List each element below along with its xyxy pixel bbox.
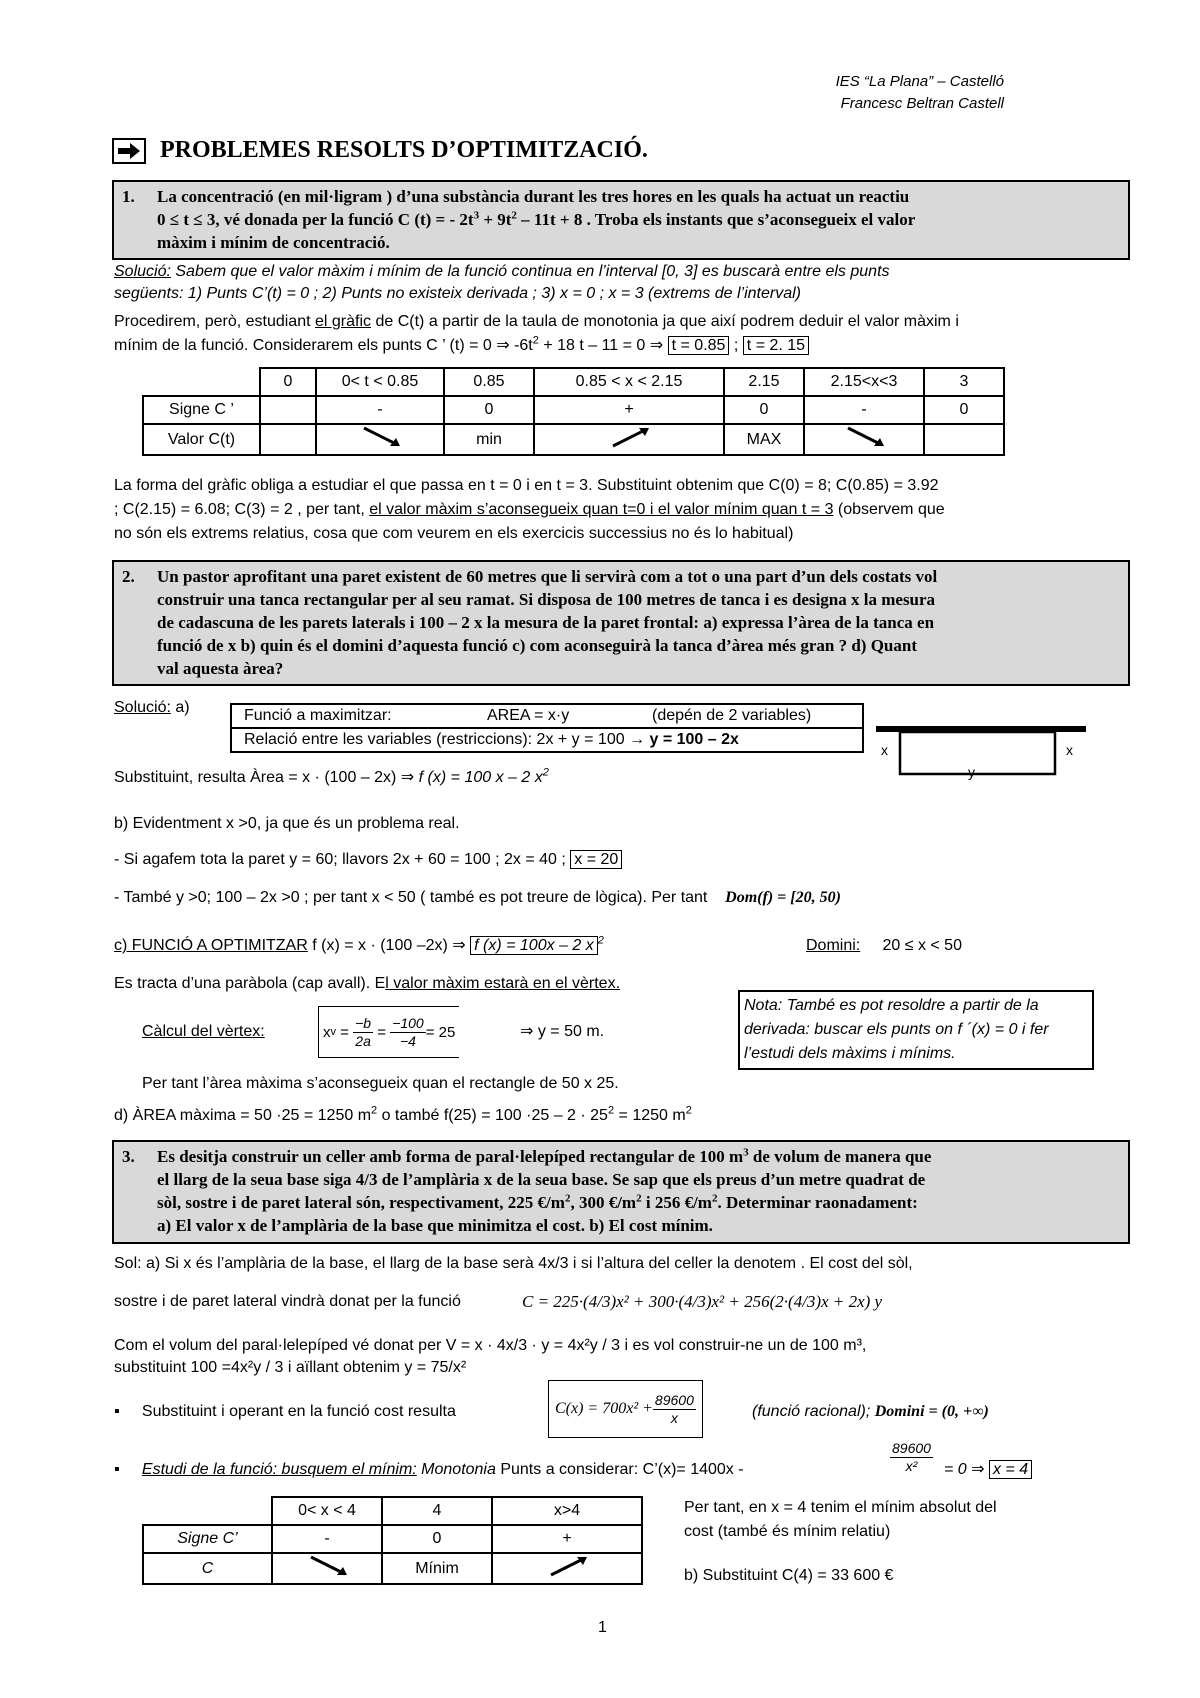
vertex-formula: x v = $\frac{-b}{2a}$ = $\frac{-100}{-4}$ = 25 <box>318 1006 459 1058</box>
statement-line: Es desitja construir un celler amb forma de paral·lelepíped rectangular de 100 $m^3$ de volum de manera que <box>157 1146 932 1166</box>
solution-label: Solució: a) <box>114 699 190 716</box>
problem-number: 1. <box>122 187 135 206</box>
root-2: t = 2. 15 <box>743 336 809 355</box>
table-cell <box>924 424 1004 455</box>
max-area-line: Per tant l’àrea màxima s’aconsegueix quan el rectangle de 50 x 25. <box>142 1075 619 1092</box>
conclusion-line: ; C(2.15) = 6.08; C(3) = 2 , per tant, el valor màxim s’aconsegueix quan t=0 i el valor mínim quan t = 3 (observem que <box>114 501 945 518</box>
part-b-result: b) Substituint C(4) = 33 600 € <box>684 1567 894 1584</box>
statement-line: de cadascuna de les parets laterals i 100 – 2 x la mesura de la paret frontal: a) expressa l’àrea de la tanca en <box>157 613 935 632</box>
table-cell: 0< t < 0.85 <box>316 368 444 396</box>
procedure-line: mínim de la funció. Considerarem els punts C ’ (t) = 0 ⇒ $-6t^2 + 18$ t – 11 = 0 ⇒ t = 0.85 ; t = 2. 15 <box>114 336 809 356</box>
critical-point: x = 4 <box>989 1460 1032 1479</box>
statement-line: el llarg de la seua base siga 4/3 de l’amplària x de la seua base. Se sap que els preus d’un metre quadrat de <box>157 1170 926 1189</box>
cost-function-note: (funció racional); Domini = (0, +∞) <box>752 1403 989 1420</box>
bullet-1: ▪ Substituint i operant en la funció cost resulta <box>114 1403 456 1420</box>
y-value: ⇒ y = 50 m. <box>520 1023 605 1040</box>
fence-diagram <box>876 724 1086 784</box>
table-cell <box>143 1497 272 1525</box>
relation-expression: y = 100 – 2x <box>649 731 739 748</box>
statement-line: a) El valor x de l’amplària de la base que minimitza el cost. b) El cost mínim. <box>157 1216 713 1235</box>
row-label: Signe C ’ <box>143 396 260 424</box>
fence-x-right: x <box>1066 742 1073 758</box>
volume-line: Com el volum del paral·lelepíped vé donat per V = x · 4x/3 · y = 4x²y / 3 i es vol construir-ne un de 100 m³, <box>114 1337 867 1354</box>
table-cell: + <box>534 396 724 424</box>
statement-line: màxim i mínim de concentració. <box>157 233 390 252</box>
statement-line: funció de x b) quin és el domini d’aquesta funció c) com aconseguirà la tanca d’àrea més gran ? d) Quant <box>157 636 917 655</box>
arrow-icon <box>112 138 146 164</box>
substitution-line: Substituint, resulta Àrea = x · (100 – 2x) ⇒ f (x) = 100 x – 2 $x^2$ <box>114 766 549 786</box>
problem-3-statement <box>112 1140 1130 1244</box>
function-label: Funció a maximitzar: <box>244 707 392 724</box>
school-name: IES “La Plana” – Castelló <box>835 73 1004 90</box>
part-b-line: b) Evidentment x >0, ja que és un problema real. <box>114 815 460 832</box>
table-cell: Mínim <box>382 1553 492 1584</box>
conclusion-line: La forma del gràfic obliga a estudiar el que passa en t = 0 i en t = 3. Substituint obtenim que C(0) = 8; C(0.85) = 3.92 <box>114 477 939 494</box>
statement-line: sòl, sostre i de paret lateral són, respectivament, 225 $€/m^2$, 300 $€/m^2$ i 256 $€/m^2$. Determinar raonadament: <box>157 1192 918 1212</box>
derivative-result: = 0 ⇒ x = 4 <box>944 1460 1032 1480</box>
relation-label: Relació entre les variables (restriccions): 2x + y = 100 → <box>244 731 650 748</box>
volume-line: substituint 100 =4x²y / 3 i aïllant obtenim y = 75/x² <box>114 1359 467 1376</box>
root-1: t = 0.85 <box>668 336 730 355</box>
row-label: Valor C(t) <box>143 424 260 455</box>
solution-line: següents: 1) Punts C’(t) = 0 ; 2) Punts no existeix derivada ; 3) x = 0 ; x = 3 (extrems de l’interval) <box>114 285 801 302</box>
function-expression: AREA = x·y <box>487 707 570 724</box>
table-cell: MAX <box>724 424 804 455</box>
solution-line: sostre i de paret lateral vindrà donat per la funció <box>114 1293 461 1310</box>
x-result: x = 20 <box>570 850 622 869</box>
page-title: PROBLEMES RESOLTS D’OPTIMITZACIÓ. <box>160 137 648 163</box>
domain-result: Dom(f) = [20, 50) <box>725 889 841 906</box>
part-d-line: d) ÀREA màxima = 50 ·25 = 1250 $m^2$ o també $f(25) = 100 \cdot 25 - 2 \cdot 25^2 = 1250$ $m^2$ <box>114 1104 692 1124</box>
statement-line: val aquesta àrea? <box>157 659 284 678</box>
row-label: Signe C’ <box>143 1525 272 1553</box>
minimum-line: cost (també és mínim relatiu) <box>684 1523 891 1540</box>
table-cell: 0.85 < x < 2.15 <box>534 368 724 396</box>
minimum-line: Per tant, en x = 4 tenim el mínim absolut del <box>684 1499 997 1516</box>
problem-number: 3. <box>122 1147 135 1166</box>
parabola-line: Es tracta d’una paràbola (cap avall). El valor màxim estarà en el vèrtex. <box>114 975 621 992</box>
statement-line: 0 ≤ t ≤ 3, vé donada per la funció C (t) = - $2t^3 + 9t^2 - 11t + 8$ . Troba els instants que s’aconsegueix el valor <box>157 209 916 229</box>
table-cell <box>260 396 316 424</box>
table-cell: 0 <box>724 396 804 424</box>
row-label: C <box>143 1553 272 1584</box>
bullet-2: ▪ Estudi de la funció: busquem el mínim: Monotonia Punts a considerar: C’(x)= 1400x - <box>114 1461 744 1478</box>
function-box <box>230 703 864 753</box>
page-number: 1 <box>598 1619 607 1636</box>
solution-line: Sol: a) Si x és l’amplària de la base, el llarg de la base serà 4x/3 i si l’altura del celler la denotem . El cost del sòl, <box>114 1255 913 1272</box>
table-cell: - <box>272 1525 382 1553</box>
cost-function-box: C(x) = 700x² + $\frac{89600}{x}$ <box>548 1380 703 1438</box>
table-cell <box>260 424 316 455</box>
solution-line: Solució: Sabem que el valor màxim i mínim de la funció continua en l’interval [0, 3] es buscarà entre els punts <box>114 263 890 280</box>
fence-y: y <box>968 764 975 780</box>
derivative-fraction: $\frac{89600}{\text{x²}}$ <box>892 1440 931 1474</box>
arrow-down-icon <box>316 424 444 455</box>
procedure-line: Procedirem, però, estudiant el gràfic de C(t) a partir de la taula de monotonia ja que així podrem deduir el valor màxim i <box>114 313 959 330</box>
note-box: Nota: També es pot resoldre a partir de la derivada: buscar els punts on f ´(x) = 0 i fer l’estudi dels màxims i mínims. <box>738 990 1094 1070</box>
part-b-line: - També y >0; 100 – 2x >0 ; per tant x < 50 ( també es pot treure de lògica). Per tant Dom(f) = [20, 50) <box>114 889 841 906</box>
arrow-down-icon <box>272 1553 382 1584</box>
table-cell: 0.85 <box>444 368 534 396</box>
table-cell: 0 <box>260 368 316 396</box>
table-cell: 0 <box>444 396 534 424</box>
statement-line: construir una tanca rectangular per al seu ramat. Si disposa de 100 metres de tanca i es designa x la mesura <box>157 590 936 609</box>
table-cell: 0 <box>924 396 1004 424</box>
arrow-down-icon <box>804 424 924 455</box>
table-cell: - <box>804 396 924 424</box>
cost-function: C = 225·(4/3)x² + 300·(4/3)x² + 256(2·(4/3)x + 2x) y <box>522 1292 883 1311</box>
table-cell: 2.15 <box>724 368 804 396</box>
conclusion-line: no són els extrems relatius, cosa que com veurem en els exercicis successius no és lo habitual) <box>114 525 794 542</box>
arrow-up-icon <box>492 1553 642 1584</box>
optimize-function: f (x) = 100x – 2 x <box>470 936 598 955</box>
problem-number: 2. <box>122 567 135 586</box>
fence-x-left: x <box>881 742 888 758</box>
vertex-label: Càlcul del vèrtex: <box>142 1023 265 1040</box>
statement-line: La concentració (en mil·ligram ) d’una substància durant les tres hores en les quals ha actuat un reactiu <box>157 187 910 206</box>
function-note: (depén de 2 variables) <box>652 707 812 724</box>
table-cell: 0 <box>382 1525 492 1553</box>
table-cell: min <box>444 424 534 455</box>
statement-line: Un pastor aprofitant una paret existent de 60 metres que li servirà com a tot o una part d’un dels costats vol <box>157 567 938 586</box>
table-cell: 2.15<x<3 <box>804 368 924 396</box>
table-cell: - <box>316 396 444 424</box>
table-cell: 0< x < 4 <box>272 1497 382 1525</box>
part-b-line: - Si agafem tota la paret y = 60; llavors 2x + 60 = 100 ; 2x = 40 ; x = 20 <box>114 850 622 870</box>
table-cell: + <box>492 1525 642 1553</box>
author-name: Francesc Beltran Castell <box>840 95 1004 112</box>
problem-2-statement <box>112 560 1130 686</box>
monotony-table-1 <box>142 367 1005 456</box>
monotony-table-3 <box>142 1496 643 1585</box>
table-cell: x>4 <box>492 1497 642 1525</box>
domain-line: Domini: 20 ≤ x < 50 <box>806 937 962 954</box>
table-cell: 4 <box>382 1497 492 1525</box>
problem-1-statement <box>112 180 1130 260</box>
part-c-line: c) FUNCIÓ A OPTIMITZAR f (x) = x · (100 –2x) ⇒ f (x) = 100x – 2 x $^2$ <box>114 934 604 954</box>
table-cell: 3 <box>924 368 1004 396</box>
arrow-up-icon <box>534 424 724 455</box>
